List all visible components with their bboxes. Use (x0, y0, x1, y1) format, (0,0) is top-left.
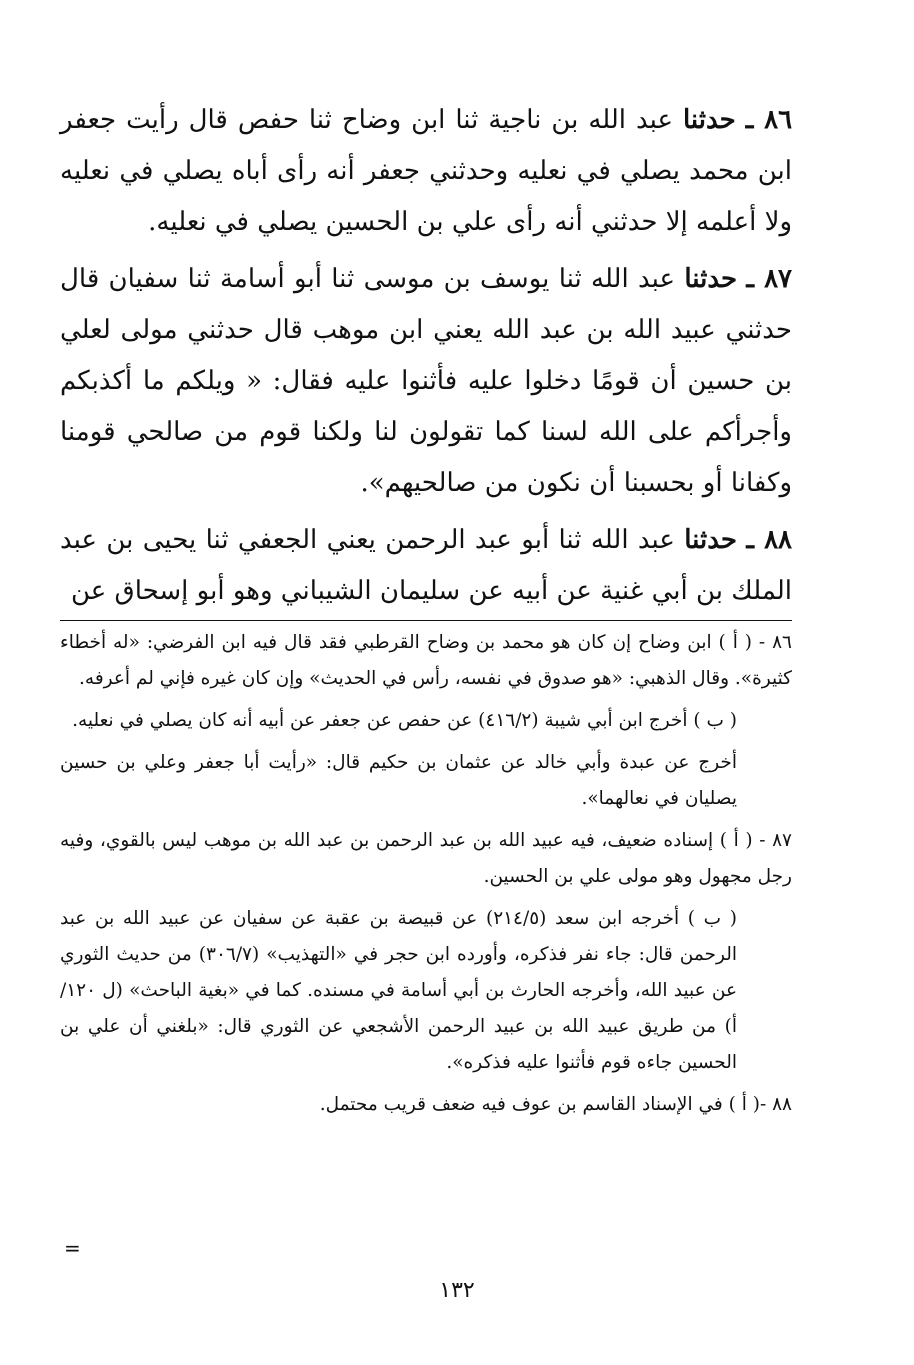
hadith-text: عبد الله بن ناجية ثنا ابن وضاح ثنا حفص قال رأيت جعفر ابن محمد يصلي في نعليه وحدثني جعفر أنه رأى أباه يصلي في نعليه ولا أعلمه إلا حدثني أنه رأى علي بن الحسين يصلي في نعليه. (60, 105, 792, 237)
hadith-86 (60, 95, 792, 248)
hadith-text: عبد الله ثنا أبو عبد الرحمن يعني الجعفي ثنا يحيى بن عبد الملك بن أبي غنية عن أبيه عن سليمان الشيباني وهو أبو إسحاق عن (60, 525, 792, 606)
hadith-87 (60, 254, 792, 509)
hadith-number: ٨٦ ـ (745, 105, 793, 135)
main-text (60, 95, 792, 617)
continuation-mark: = (64, 1236, 81, 1260)
hadith-text: عبد الله ثنا يوسف بن موسى ثنا أبو أسامة ثنا سفيان قال حدثني عبيد الله بن عبد الله يعني ابن موهب قال حدثني مولى لعلي بن حسين أن قومًا دخلوا عليه فأثنوا عليه فقال: « ويلكم ما أكذبكم وأجرأكم على الله لسنا كما تقولون لنا ولكنا قوم من صالحي قومنا وكفانا أو بحسبنا أن نكون من صالحيهم». (60, 264, 792, 498)
hadith-lead: حدثنا (684, 525, 737, 555)
hadith-number: ٨٨ ـ (746, 525, 792, 555)
hadith-88 (60, 515, 792, 617)
footnote: أخرج عن عبدة وأبي خالد عن عثمان بن حكيم قال: «رأيت أبا جعفر وعلي بن حسين يصليان في نعالهما». (60, 752, 737, 809)
footnotes (60, 625, 792, 1123)
footnote-divider (60, 620, 792, 621)
hadith-lead: حدثنا (683, 105, 736, 135)
footnote: ٨٦ - ( أ ) ابن وضاح إن كان هو محمد بن وضاح القرطبي فقد قال فيه ابن الفرضي: «له أخطاء كثيرة». وقال الذهبي: «هو صدوق في نفسه، رأس في الحديث» وإن كان غيره فإني لم أعرفه. (60, 632, 792, 689)
footnote: ٨٧ - ( أ ) إسناده ضعيف، فيه عبيد الله بن عبد الرحمن بن عبد الله بن موهب ليس بالقوي، وفيه رجل مجهول وهو مولى علي بن الحسين. (60, 830, 792, 887)
hadith-lead: حدثنا (684, 264, 738, 294)
footnote: ( ب ) أخرج ابن أبي شيبة (٤١٦/٢) عن حفص عن جعفر عن أبيه أنه كان يصلي في نعليه. (72, 710, 737, 731)
hadith-number: ٨٧ ـ (746, 264, 793, 294)
page-number: ١٣٢ (439, 1278, 475, 1303)
footnote: ٨٨ -( أ ) في الإسناد القاسم بن عوف فيه ضعف قريب محتمل. (319, 1094, 792, 1115)
footnote: ( ب ) أخرجه ابن سعد (٢١٤/٥) عن قبيصة بن عقبة عن سفيان عن عبيد الله بن عبد الرحمن قال: جاء نفر فذكره، وأورده ابن حجر في «التهذيب» (٣٠٦/٧) من حديث الثوري عن عبيد الله، وأخرجه الحارث بن أبي أسامة في مسنده. كما في «بغية الباحث» (ل ١٢٠/أ) من طريق عبيد الله بن عبيد الرحمن الأشجعي عن الثوري قال: «بلغني أن علي بن الحسين جاءه قوم فأثنوا عليه فذكره». (60, 908, 737, 1073)
